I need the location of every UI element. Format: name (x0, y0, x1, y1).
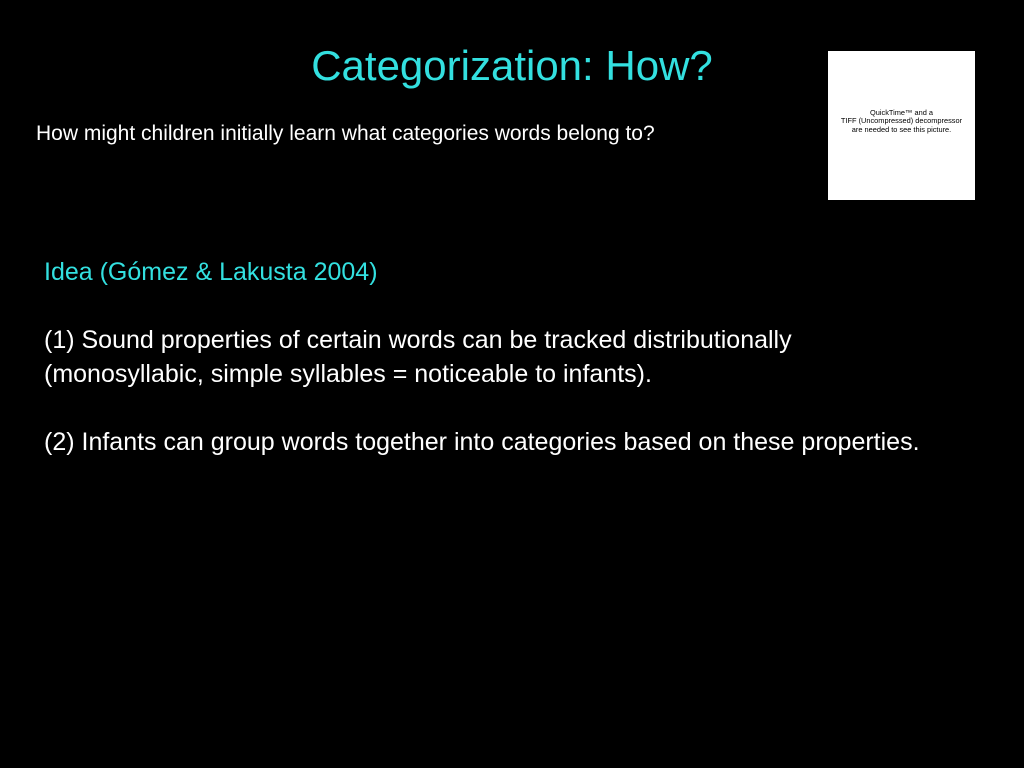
placeholder-caption (820, 109, 983, 134)
point-2: (2) Infants can group words together into categories based on these properties. (44, 428, 920, 456)
placeholder-line-2: TIFF (Uncompressed) decompressor (840, 116, 963, 126)
idea-heading: Idea (Gómez & Lakusta 2004) (44, 258, 378, 286)
point-1: (1) Sound properties of certain words can be tracked distributionally (monosyllabic, simple syllables = noticeable to infants). (44, 326, 792, 388)
slide-body (44, 255, 944, 459)
placeholder-line-3: are needed to see this picture. (851, 124, 952, 134)
placeholder-line-1: QuickTime™ and a (870, 108, 933, 117)
slide-title: Categorization: How? (311, 42, 713, 89)
quicktime-image-placeholder (828, 51, 975, 200)
slide-subtitle: How might children initially learn what categories words belong to? (36, 122, 655, 145)
